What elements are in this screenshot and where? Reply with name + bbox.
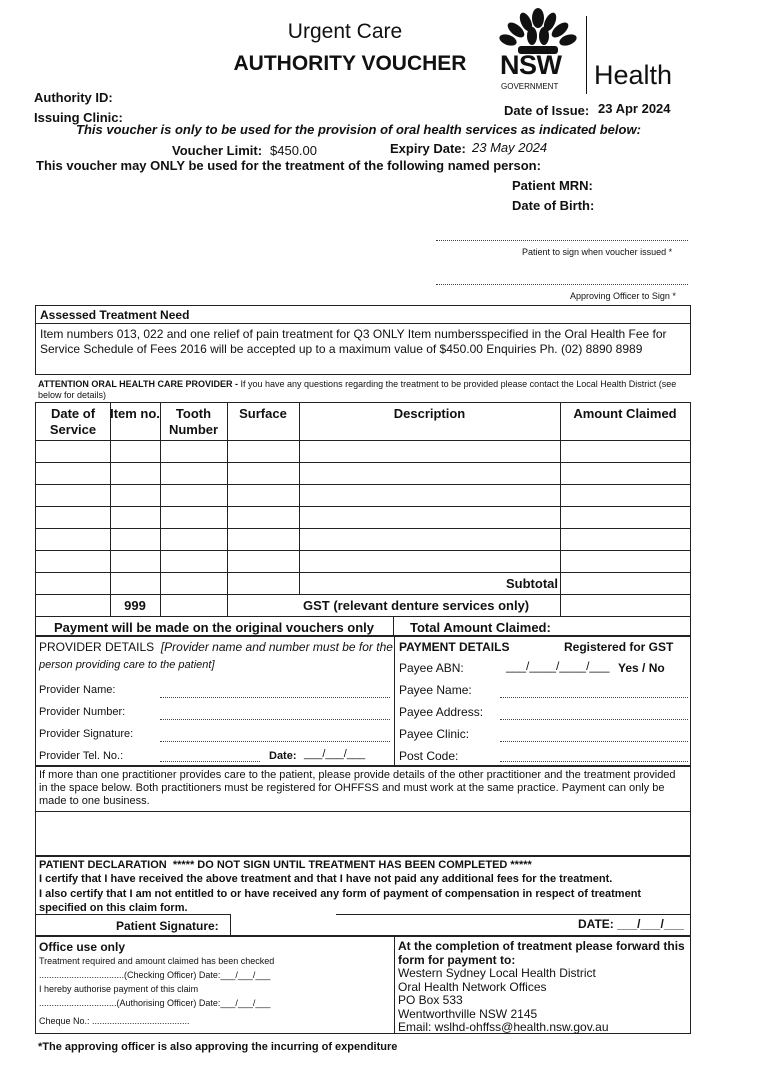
col-amount-claimed: Amount Claimed — [573, 406, 677, 421]
declaration-line-1: I certify that I have received the above treatment and that I have not paid any additional fees for the treatment. — [39, 873, 613, 885]
forward-address — [398, 967, 609, 1035]
col-date-of-service: Date of Service — [49, 406, 97, 437]
forward-address-line: Wentworthville NSW 2145 — [398, 1006, 538, 1021]
cheque-number-line[interactable]: Cheque No.: ....................................... — [39, 1016, 190, 1026]
page-title: AUTHORITY VOUCHER — [233, 52, 467, 75]
mrn-label: Patient MRN: — [512, 178, 593, 193]
declaration-box — [35, 856, 691, 936]
assessed-text: Item numbers 013, 022 and one relief of pain treatment for Q3 ONLY Item numbersspecified in the Oral Health Fee for Service Schedule of Fees 2016 will be accepted up to a maximum value of $450.00 Enquiries Ph. (02) 8890 8989 — [40, 327, 667, 356]
patient-sign-note: Patient to sign when voucher issued * — [522, 247, 673, 257]
authorising-officer-line[interactable]: ...............................(Authorising Officer) Date:___/___/___ — [39, 998, 271, 1008]
provider-heading: PROVIDER DETAILS [Provider name and number must be for the — [39, 640, 393, 654]
voucher-purpose: This voucher is only to be used for the provision of oral health services as indicated below: — [76, 122, 641, 137]
gst-yes-no[interactable]: Yes / No — [618, 661, 665, 675]
payee-name-field[interactable] — [500, 697, 688, 698]
dob-label: Date of Birth: — [512, 198, 595, 213]
expiry-value: 23 May 2024 — [472, 140, 548, 155]
assessed-treatment-box — [35, 305, 691, 375]
forward-heading: At the completion of treatment please forward this form for payment to: — [398, 939, 685, 967]
payee-abn-field[interactable]: ___/____/____/___ — [506, 659, 610, 673]
officer-sign-note: Approving Officer to Sign * — [570, 291, 676, 301]
named-person-note: This voucher may ONLY be used for the treatment of the following named person: — [36, 158, 541, 173]
provider-note: person providing care to the patient] — [39, 659, 215, 671]
office-checked-text: Treatment required and amount claimed has been checked — [39, 956, 275, 966]
office-box — [35, 936, 691, 1034]
payment-note: Payment will be made on the original vouchers only — [54, 620, 375, 635]
voucher-limit-value: $450.00 — [270, 143, 317, 158]
payee-name-label: Payee Name: — [399, 683, 472, 697]
treatment-table — [35, 402, 691, 636]
provider-date-field[interactable]: ___/___/___ — [304, 748, 366, 760]
authorise-text: I hereby authorise payment of this claim — [39, 984, 199, 994]
office-heading: Office use only — [39, 940, 126, 954]
multi-practitioner-box — [35, 766, 691, 856]
payee-clinic-field[interactable] — [500, 741, 688, 742]
gst-item-number: 999 — [124, 598, 146, 613]
date-of-issue-label: Date of Issue: — [504, 103, 590, 118]
multi-practitioner-text: If more than one practitioner provides care to the patient, please provide details of the other practitioner and the treatment provided in the space below. Both practitioners must be registered for OHFFSS and must work at the same practice. Payment can only be made to one business. — [39, 769, 676, 807]
waratah-icon — [496, 8, 580, 56]
provider-name-field[interactable] — [160, 697, 390, 698]
assessed-heading: Assessed Treatment Need — [40, 308, 190, 322]
payee-clinic-label: Payee Clinic: — [399, 727, 470, 741]
officer-signature-line[interactable] — [436, 284, 688, 285]
declaration-line-2: I also certify that I am not entitled to or have received any form of payment of compensation in respect of treatment specified on this claim form. — [39, 888, 642, 914]
provider-name-label: Provider Name: — [39, 684, 116, 696]
provider-date-label: Date: — [269, 750, 297, 762]
nsw-health-logo: NSW GOVERNMENT Health — [496, 8, 686, 94]
date-of-issue-value: 23 Apr 2024 — [598, 101, 671, 116]
forward-address-line: Western Sydney Local Health District — [398, 966, 596, 980]
declaration-date[interactable]: DATE: ___/___/___ — [578, 917, 684, 931]
forward-address-line: Oral Health Network Offices — [398, 979, 547, 994]
provider-number-label: Provider Number: — [39, 706, 126, 718]
col-tooth-number: Tooth Number — [168, 406, 219, 437]
issuing-clinic-label: Issuing Clinic: — [34, 110, 123, 125]
patient-signature-label: Patient Signature: — [116, 919, 219, 933]
provider-signature-label: Provider Signature: — [39, 728, 134, 740]
gst-label: GST (relevant denture services only) — [303, 598, 530, 613]
payee-address-field[interactable] — [500, 719, 688, 720]
provider-tel-label: Provider Tel. No.: — [39, 750, 124, 762]
payee-address-label: Payee Address: — [399, 705, 484, 719]
declaration-heading: PATIENT DECLARATION ***** DO NOT SIGN UNTIL TREATMENT HAS BEEN COMPLETED ***** — [39, 859, 532, 871]
gst-registered-label: Registered for GST — [564, 640, 674, 654]
total-label: Total Amount Claimed: — [410, 620, 551, 635]
subtotal-label: Subtotal — [506, 576, 558, 591]
col-surface: Surface — [239, 406, 287, 421]
attention-note: ATTENTION ORAL HEALTH CARE PROVIDER - If you have any questions regarding the treatment to be provided please contact the Local Health District (see below for details) — [38, 379, 677, 400]
footer-note: *The approving officer is also approving the incurring of expenditure — [38, 1041, 398, 1053]
provider-number-field[interactable] — [160, 719, 390, 720]
patient-signature-line[interactable] — [436, 240, 688, 241]
postcode-field[interactable] — [500, 761, 688, 762]
postcode-label: Post Code: — [399, 749, 459, 763]
authority-id-label: Authority ID: — [34, 90, 113, 105]
details-box — [35, 636, 691, 766]
payee-abn-label: Payee ABN: — [399, 661, 464, 675]
expiry-label: Expiry Date: — [390, 141, 466, 156]
forward-email: Email: wslhd-ohffss@health.nsw.gov.au — [398, 1020, 609, 1034]
provider-signature-field[interactable] — [160, 741, 390, 742]
col-item-no: Item no. — [110, 406, 160, 421]
checking-officer-line[interactable]: ..................................(Checking Officer) Date:___/___/___ — [39, 970, 271, 980]
payment-heading: PAYMENT DETAILS — [399, 640, 510, 654]
voucher-limit-label: Voucher Limit: — [172, 143, 263, 158]
col-description: Description — [393, 406, 466, 421]
title-line-1: Urgent Care — [287, 20, 403, 43]
forward-address-line: PO Box 533 — [398, 993, 463, 1007]
provider-tel-field[interactable] — [160, 761, 260, 762]
